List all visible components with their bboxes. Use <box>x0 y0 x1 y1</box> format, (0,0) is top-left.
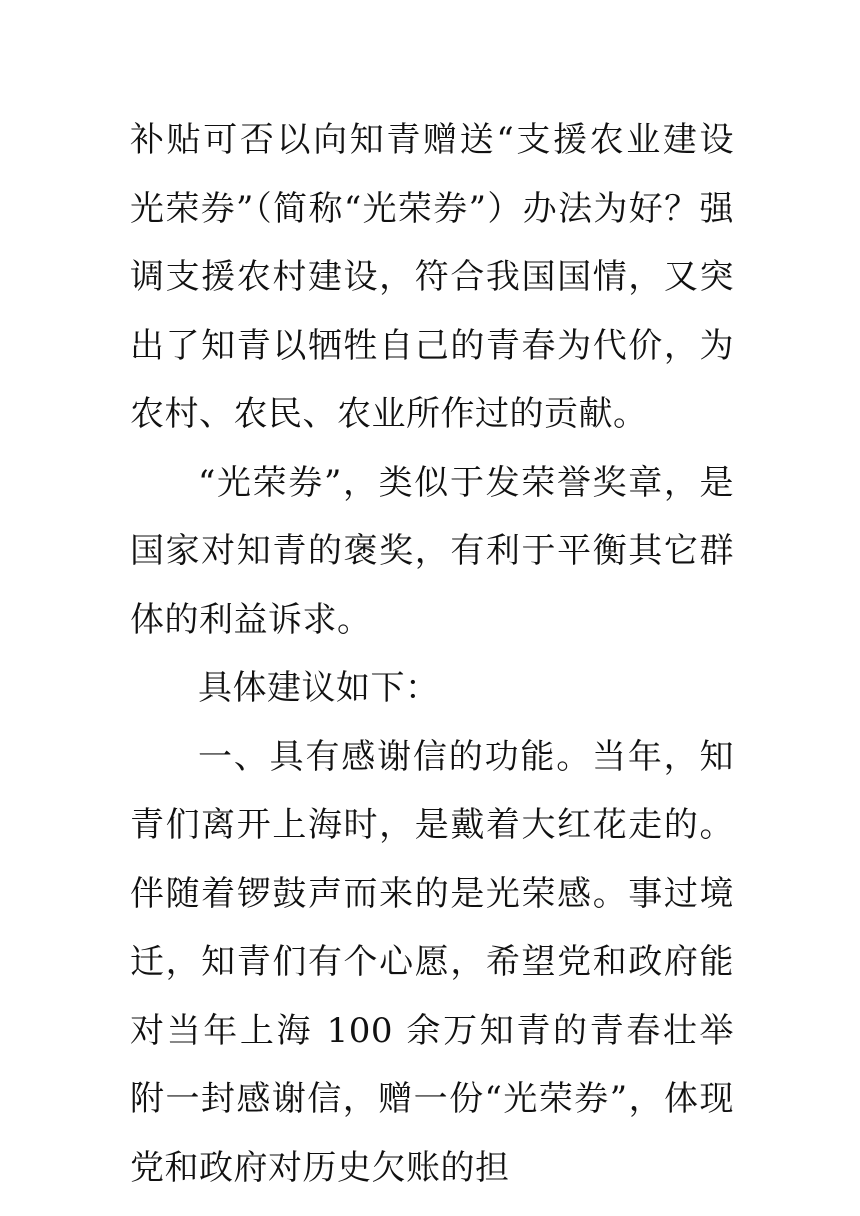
document-body <box>130 106 734 1202</box>
paragraph-honor-voucher: “光荣券”，类似于发荣誉奖章，是国家对知青的褒奖，有利于平衡其它群体的利益诉求。 <box>130 462 734 640</box>
paragraph-subsidy-proposal: 补贴可否以向知青赠送“支援农业建设光荣券”（简称“光荣券”）办法为好？强调支援农村建设，符合我国国情，又突出了知青以牺牲自己的青春为代价，为农村、农民、农业所作过的贡献。 <box>130 120 734 434</box>
paragraph-thank-you-letter: 一、具有感谢信的功能。当年，知青们离开上海时，是戴着大红花走的。伴随着锣鼓声而来的是光荣感。事过境迁，知青们有个心愿，希望党和政府能对当年上海 100 余万知青的青春壮举附一封感谢信，赠一份“光荣券”，体现党和政府对历史欠账的担 <box>130 736 734 1188</box>
paragraph-specific-suggestions: 具体建议如下： <box>198 668 440 708</box>
